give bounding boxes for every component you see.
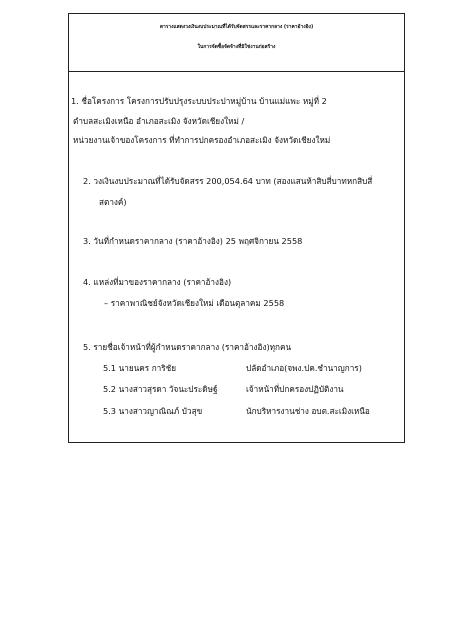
item3-line1: 3. วันที่กำหนดราคากลาง (ราคาอ้างอิง) 25 พฤศจิกายน 2558 xyxy=(83,236,303,246)
header-title: ตารางแสดงวงเงินงบประมาณที่ได้รับจัดสรรและราคากลาง (ราคาอ้างอิง) xyxy=(159,24,314,30)
header-divider xyxy=(69,71,404,72)
person1-position: ปลัดอำเภอ(จพง.ปค.ชำนาญการ) xyxy=(246,363,362,373)
item2-line1: 2. วงเงินงบประมาณที่ได้รับจัดสรร 200,054.64 บาท (สองแสนห้าสิบสี่บาทหกสิบสี่ xyxy=(83,176,373,186)
item2-line2: สตางค์) xyxy=(99,197,127,207)
item4-line1: 4. แหล่งที่มาของราคากลาง (ราคาอ้างอิง) xyxy=(83,277,232,287)
person3-position: นักบริหารงานช่าง อบต.สะเมิงเหนือ xyxy=(246,406,370,416)
form-box xyxy=(68,13,405,443)
person1-name: 5.1 นายนคร การิชัย xyxy=(103,363,176,373)
item5-title: 5. รายชื่อเจ้าหน้าที่ผู้กำหนดราคากลาง (ราคาอ้างอิง)ทุกคน xyxy=(83,342,292,352)
item1-line1: 1. ชื่อโครงการ โครงการปรับปรุงระบบประปาหมู่บ้าน บ้านแม่แพะ หมู่ที่ 2 xyxy=(71,96,327,106)
person3-name: 5.3 นางสาวญาณิณภ์ บัวสุข xyxy=(103,406,203,416)
item1-line2: ตำบลสะเมิงเหนือ อำเภอสะเมิง จังหวัดเชียงใหม่ / xyxy=(73,116,245,126)
item1-line3: หน่วยงานเจ้าของโครงการ ที่ทำการปกครองอำเภอสะเมิง จังหวัดเชียงใหม่ xyxy=(73,135,331,145)
header-subtitle: ในการจัดซื้อจัดจ้างที่มิใช่งานก่อสร้าง xyxy=(197,44,276,50)
item4-line2: – ราคาพาณิชย์จังหวัดเชียงใหม่ เดือนตุลาคม 2558 xyxy=(104,298,285,308)
person2-position: เจ้าหน้าที่ปกครองปฏิบัติงาน xyxy=(246,384,344,394)
person2-name: 5.2 นางสาวสุรดา วัจนะประดิษฐ์ xyxy=(103,384,218,394)
